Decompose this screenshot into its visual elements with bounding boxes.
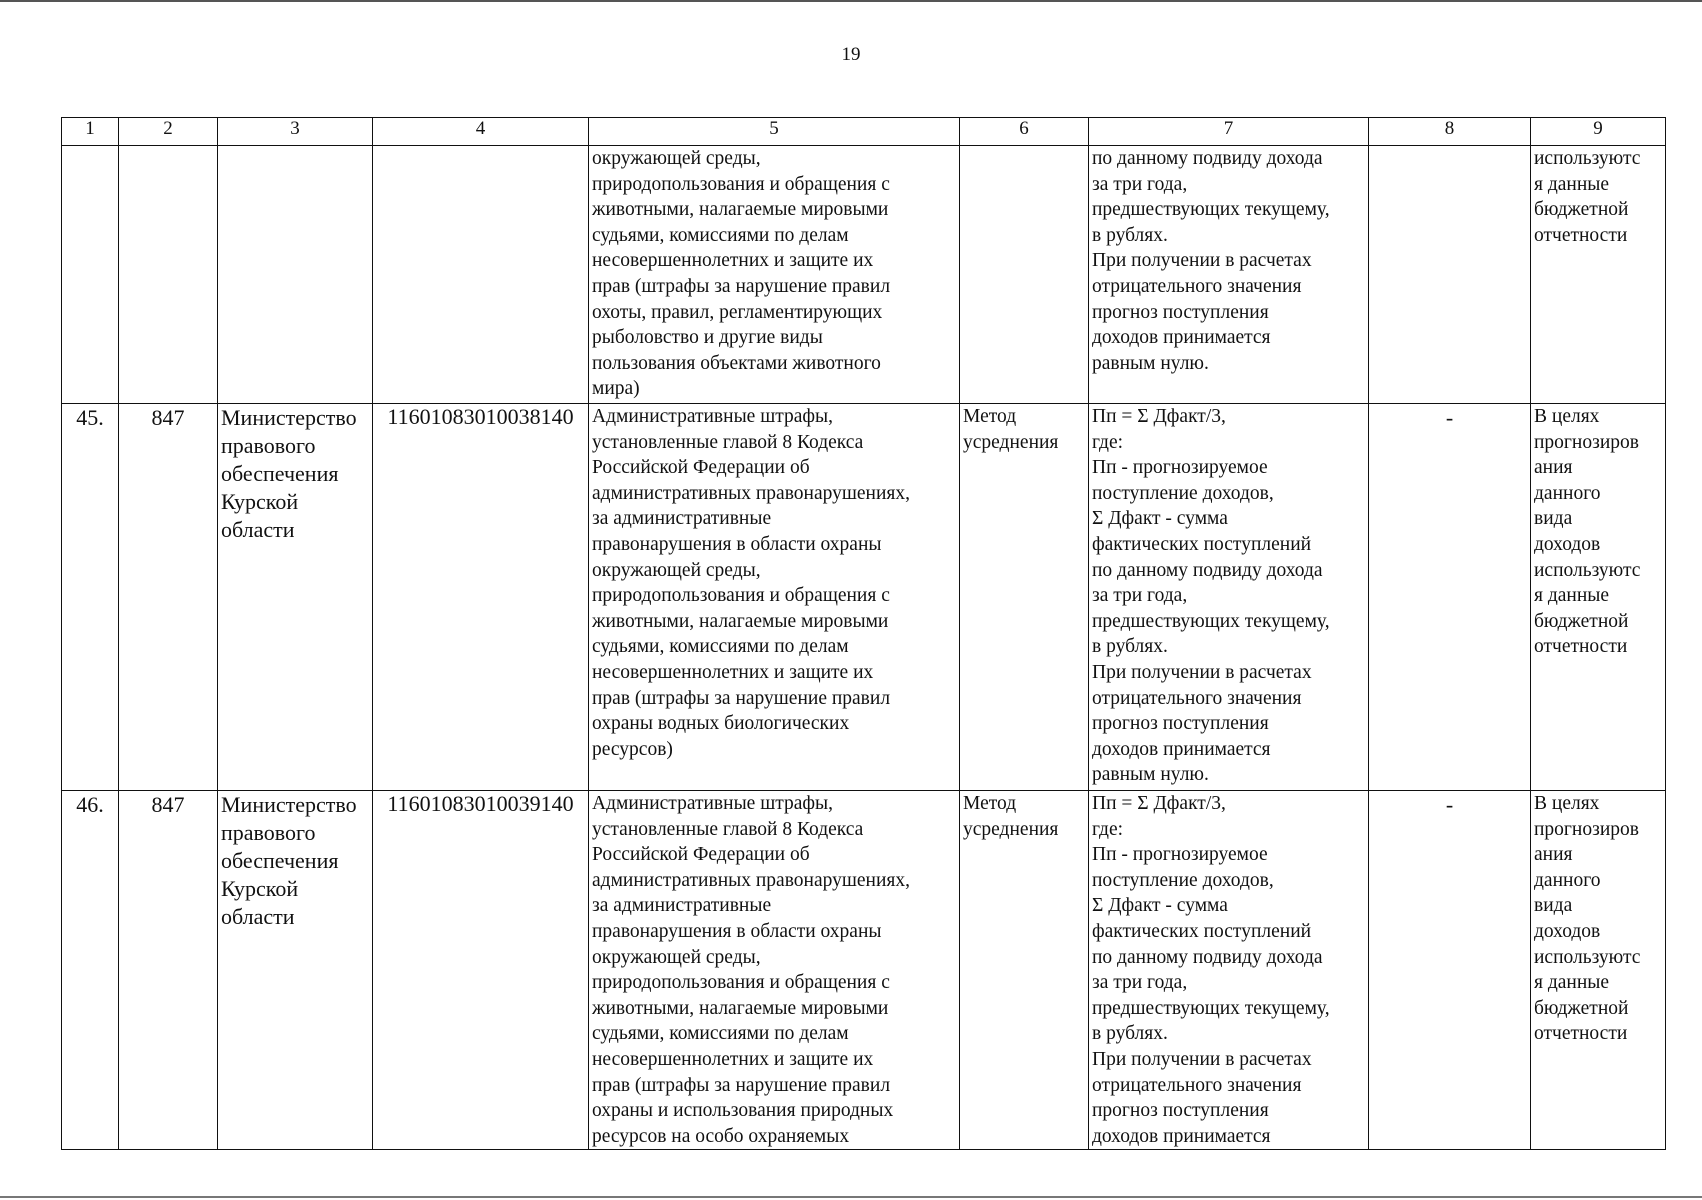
table-header — [62, 118, 1666, 146]
administrator-name: Министерство правового обеспечения Курской области — [218, 404, 373, 791]
row-number: 46. — [62, 791, 119, 1150]
table-row — [62, 146, 1666, 404]
header-col-2: 2 — [119, 118, 218, 146]
admin-code: 847 — [119, 791, 218, 1150]
revenue-description: окружающей среды, природопользования и обращения с животными, налагаемые мировыми судьями, комиссиями по делам несовершеннолетних и защите их прав (штрафы за нарушение правил охоты, правил, регламентирующих рыболовство и другие виды пользования объектами животного мира) — [589, 146, 960, 404]
calculation-formula: Пп = Σ Дфакт/3, где: Пп - прогнозируемое поступление доходов, Σ Дфакт - сумма фактических поступлений по данному подвиду дохода за три года, предшествующих текущему, в рублях. При получении в расчетах отрицательного значения прогноз поступления доходов принимается равным нулю. — [1089, 404, 1369, 791]
calculation-method: Метод усреднения — [960, 791, 1089, 1150]
header-col-9: 9 — [1531, 118, 1666, 146]
admin-code: 847 — [119, 404, 218, 791]
calculation-method — [960, 146, 1089, 404]
header-col-5: 5 — [589, 118, 960, 146]
column-8-value: - — [1369, 404, 1531, 791]
column-8-value — [1369, 146, 1531, 404]
data-source: используютс я данные бюджетной отчетности — [1531, 146, 1666, 404]
budget-classification-code — [373, 146, 589, 404]
row-number: 45. — [62, 404, 119, 791]
page-number: 19 — [841, 44, 861, 65]
column-8-value: - — [1369, 791, 1531, 1150]
budget-classification-code: 11601083010038140 — [373, 404, 589, 791]
header-col-7: 7 — [1089, 118, 1369, 146]
bottom-border-line — [0, 1196, 1702, 1198]
data-source: В целях прогнозиров ания данного вида доходов используютс я данные бюджетной отчетности — [1531, 404, 1666, 791]
administrator-name: Министерство правового обеспечения Курской области — [218, 791, 373, 1150]
header-col-8: 8 — [1369, 118, 1531, 146]
table-row — [62, 791, 1666, 1150]
calculation-formula: Пп = Σ Дфакт/3, где: Пп - прогнозируемое поступление доходов, Σ Дфакт - сумма фактических поступлений по данному подвиду дохода за три года, предшествующих текущему, в рублях. При получении в расчетах отрицательного значения прогноз поступления доходов принимается — [1089, 791, 1369, 1150]
revenue-forecast-table — [61, 117, 1666, 1150]
administrator-name — [218, 146, 373, 404]
header-col-6: 6 — [960, 118, 1089, 146]
header-row — [62, 118, 1666, 146]
budget-classification-code: 11601083010039140 — [373, 791, 589, 1150]
admin-code — [119, 146, 218, 404]
header-col-4: 4 — [373, 118, 589, 146]
data-source: В целях прогнозиров ания данного вида доходов используютс я данные бюджетной отчетности — [1531, 791, 1666, 1150]
revenue-description: Административные штрафы, установленные главой 8 Кодекса Российской Федерации об административных правонарушениях, за административные правонарушения в области охраны окружающей среды, природопользования и обращения с животными, налагаемые мировыми судьями, комиссиями по делам несовершеннолетних и защите их прав (штрафы за нарушение правил охраны водных биологических ресурсов) — [589, 404, 960, 791]
row-number — [62, 146, 119, 404]
top-border-line — [0, 0, 1702, 2]
calculation-method: Метод усреднения — [960, 404, 1089, 791]
revenue-description: Административные штрафы, установленные главой 8 Кодекса Российской Федерации об административных правонарушениях, за административные правонарушения в области охраны окружающей среды, природопользования и обращения с животными, налагаемые мировыми судьями, комиссиями по делам несовершеннолетних и защите их прав (штрафы за нарушение правил охраны и использования природных ресурсов на особо охраняемых — [589, 791, 960, 1150]
header-col-3: 3 — [218, 118, 373, 146]
table-row — [62, 404, 1666, 791]
header-col-1: 1 — [62, 118, 119, 146]
calculation-formula: по данному подвиду дохода за три года, предшествующих текущему, в рублях. При получении в расчетах отрицательного значения прогноз поступления доходов принимается равным нулю. — [1089, 146, 1369, 404]
